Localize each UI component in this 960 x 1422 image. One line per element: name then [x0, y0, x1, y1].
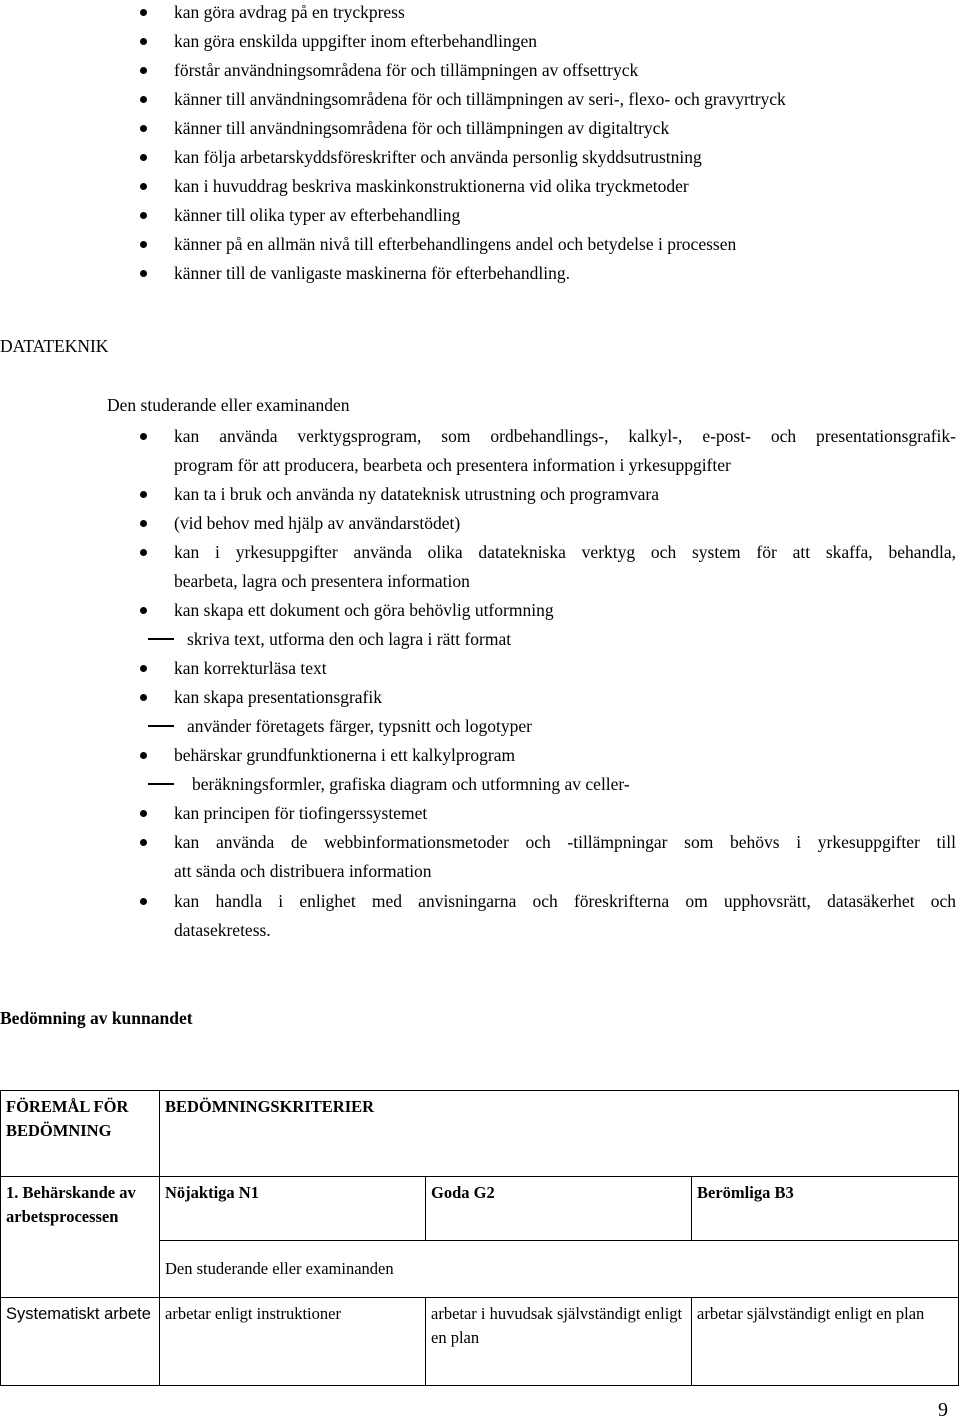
- bullet-icon: [140, 212, 147, 219]
- section-heading-datateknik: DATATEKNIK: [0, 336, 109, 356]
- list-item: [0, 0, 960, 29]
- criteria-cell: arbetar enligt instruktioner: [160, 1298, 426, 1386]
- list-item: [0, 656, 960, 685]
- list-item-text: kan följa arbetarskyddsföreskrifter och använda personlig skyddsutrustning: [174, 147, 702, 167]
- list-item: [0, 801, 960, 830]
- header-cell-subject: FÖREMÅL FÖR BEDÖMNING: [1, 1091, 160, 1177]
- bullet-icon: [140, 241, 147, 248]
- list-item-text: kan göra avdrag på en tryckpress: [174, 2, 405, 22]
- page-number: 9: [938, 1399, 948, 1421]
- list-item-text: känner till användningsområdena för och tillämpningen av seri-, flexo- och gravyrtryck: [174, 89, 786, 109]
- bullet-icon: [140, 125, 147, 132]
- list-item-text: känner till de vanligaste maskinerna för efterbehandling.: [174, 263, 571, 283]
- dash-icon: [148, 725, 174, 727]
- list-item: [0, 482, 960, 511]
- table-header-row: [1, 1091, 959, 1177]
- list-item-text: datasekretess.: [174, 920, 271, 940]
- list-item: [0, 540, 960, 569]
- list-item-text: kan använda verktygsprogram, som ordbehandlings-, kalkyl-, e-post- och presentationsgrafik-: [174, 426, 956, 446]
- list-item: [0, 174, 960, 203]
- list-item-continuation: [0, 453, 960, 482]
- list-item-text: kan använda de webbinformationsmetoder och -tillämpningar som behövs i yrkesuppgifter till: [174, 832, 956, 852]
- list-item-text: behärskar grundfunktionerna i ett kalkylprogram: [174, 745, 516, 765]
- list-item-continuation: [0, 859, 960, 888]
- section-intro: Den studerande eller examinanden: [107, 395, 350, 415]
- list-item: [0, 598, 960, 627]
- list-item: [0, 29, 960, 58]
- list-item: [0, 116, 960, 145]
- list-item-text: att sända och distribuera information: [174, 861, 432, 881]
- list-item: [0, 889, 960, 918]
- level-cell-n1: Nöjaktiga N1: [160, 1177, 426, 1241]
- list-item-text: skriva text, utforma den och lagra i rätt format: [187, 629, 512, 649]
- list-item-text: känner till olika typer av efterbehandling: [174, 205, 461, 225]
- list-item-continuation: [0, 918, 960, 947]
- list-item-text: förstår användningsområdena för och tillämpningen av offsettryck: [174, 60, 639, 80]
- bullet-icon: [140, 183, 147, 190]
- list-item: [0, 685, 960, 714]
- list-item: [0, 511, 960, 540]
- section-heading-bedomning: Bedömning av kunnandet: [0, 1008, 193, 1028]
- level-cell-g2: Goda G2: [426, 1177, 692, 1241]
- bullet-icon: [140, 694, 147, 701]
- bullet-icon: [140, 898, 147, 905]
- dash-icon: [148, 783, 174, 785]
- row-label-cell: 1. Behärskande av arbetsprocessen: [1, 1177, 160, 1298]
- list-item-text: kan ta i bruk och använda ny datateknisk utrustning och programvara: [174, 484, 659, 504]
- list-item: [0, 87, 960, 116]
- list-item-text: känner på en allmän nivå till efterbehandlingens andel och betydelse i processen: [174, 234, 737, 254]
- bullet-icon: [140, 38, 147, 45]
- bullet-icon: [140, 9, 147, 16]
- bullet-icon: [140, 96, 147, 103]
- list-item: [0, 145, 960, 174]
- list-item: [0, 232, 960, 261]
- bullet-icon: [140, 67, 147, 74]
- list-item-text: känner till användningsområdena för och tillämpningen av digitaltryck: [174, 118, 670, 138]
- list-item-text: kan i huvuddrag beskriva maskinkonstruktionerna vid olika tryckmetoder: [174, 176, 689, 196]
- list-item-text: kan korrekturläsa text: [174, 658, 327, 678]
- intro-cell: Den studerande eller examinanden: [160, 1241, 959, 1298]
- table-row: [1, 1298, 959, 1386]
- criteria-cell: arbetar självständigt enligt en plan: [692, 1298, 959, 1386]
- bullet-icon: [140, 839, 147, 846]
- list-item-text: kan i yrkesuppgifter använda olika datatekniska verktyg och system för att skaffa, behandla,: [174, 542, 956, 562]
- list-item-text: kan skapa presentationsgrafik: [174, 687, 382, 707]
- dash-icon: [148, 638, 174, 640]
- list-item: [0, 203, 960, 232]
- bullet-icon: [140, 520, 147, 527]
- row-label-cell: Systematiskt arbete: [1, 1298, 160, 1386]
- criteria-cell: arbetar i huvudsak självständigt enligt en plan: [426, 1298, 692, 1386]
- header-cell-criteria: BEDÖMNINGSKRITERIER: [160, 1091, 959, 1177]
- list-item: [0, 424, 960, 453]
- bullet-icon: [140, 665, 147, 672]
- bullet-icon: [140, 154, 147, 161]
- table-row: [1, 1177, 959, 1241]
- list-item-text: kan skapa ett dokument och göra behövlig utformning: [174, 600, 554, 620]
- bullet-icon: [140, 270, 147, 277]
- level-cell-b3: Berömliga B3: [692, 1177, 959, 1241]
- list-item-text: använder företagets färger, typsnitt och logotyper: [187, 716, 532, 736]
- bullet-icon: [140, 810, 147, 817]
- list-item-text: kan principen för tiofingerssystemet: [174, 803, 428, 823]
- bullet-icon: [140, 433, 147, 440]
- bullet-icon: [140, 607, 147, 614]
- bullet-icon: [140, 549, 147, 556]
- list-item-text: (vid behov med hjälp av användarstödet): [174, 513, 461, 533]
- list-item-text: bearbeta, lagra och presentera information: [174, 571, 470, 591]
- list-item-continuation: [0, 569, 960, 598]
- list-item-text: program för att producera, bearbeta och presentera information i yrkesuppgifter: [174, 455, 731, 475]
- list-item-text: kan göra enskilda uppgifter inom efterbehandlingen: [174, 31, 538, 51]
- list-subitem: [0, 772, 960, 801]
- list-item-text: kan handla i enlighet med anvisningarna och föreskrifterna om upphovsrätt, datasäkerhet och: [174, 891, 956, 911]
- criteria-table: [0, 1090, 959, 1386]
- list-item: [0, 830, 960, 859]
- list-item: [0, 261, 960, 290]
- list-subitem: [0, 714, 960, 743]
- bullet-icon: [140, 491, 147, 498]
- list-item-text: beräkningsformler, grafiska diagram och utformning av celler-: [192, 774, 630, 794]
- bullet-icon: [140, 752, 147, 759]
- list-item: [0, 743, 960, 772]
- list-item: [0, 58, 960, 87]
- list-subitem: [0, 627, 960, 656]
